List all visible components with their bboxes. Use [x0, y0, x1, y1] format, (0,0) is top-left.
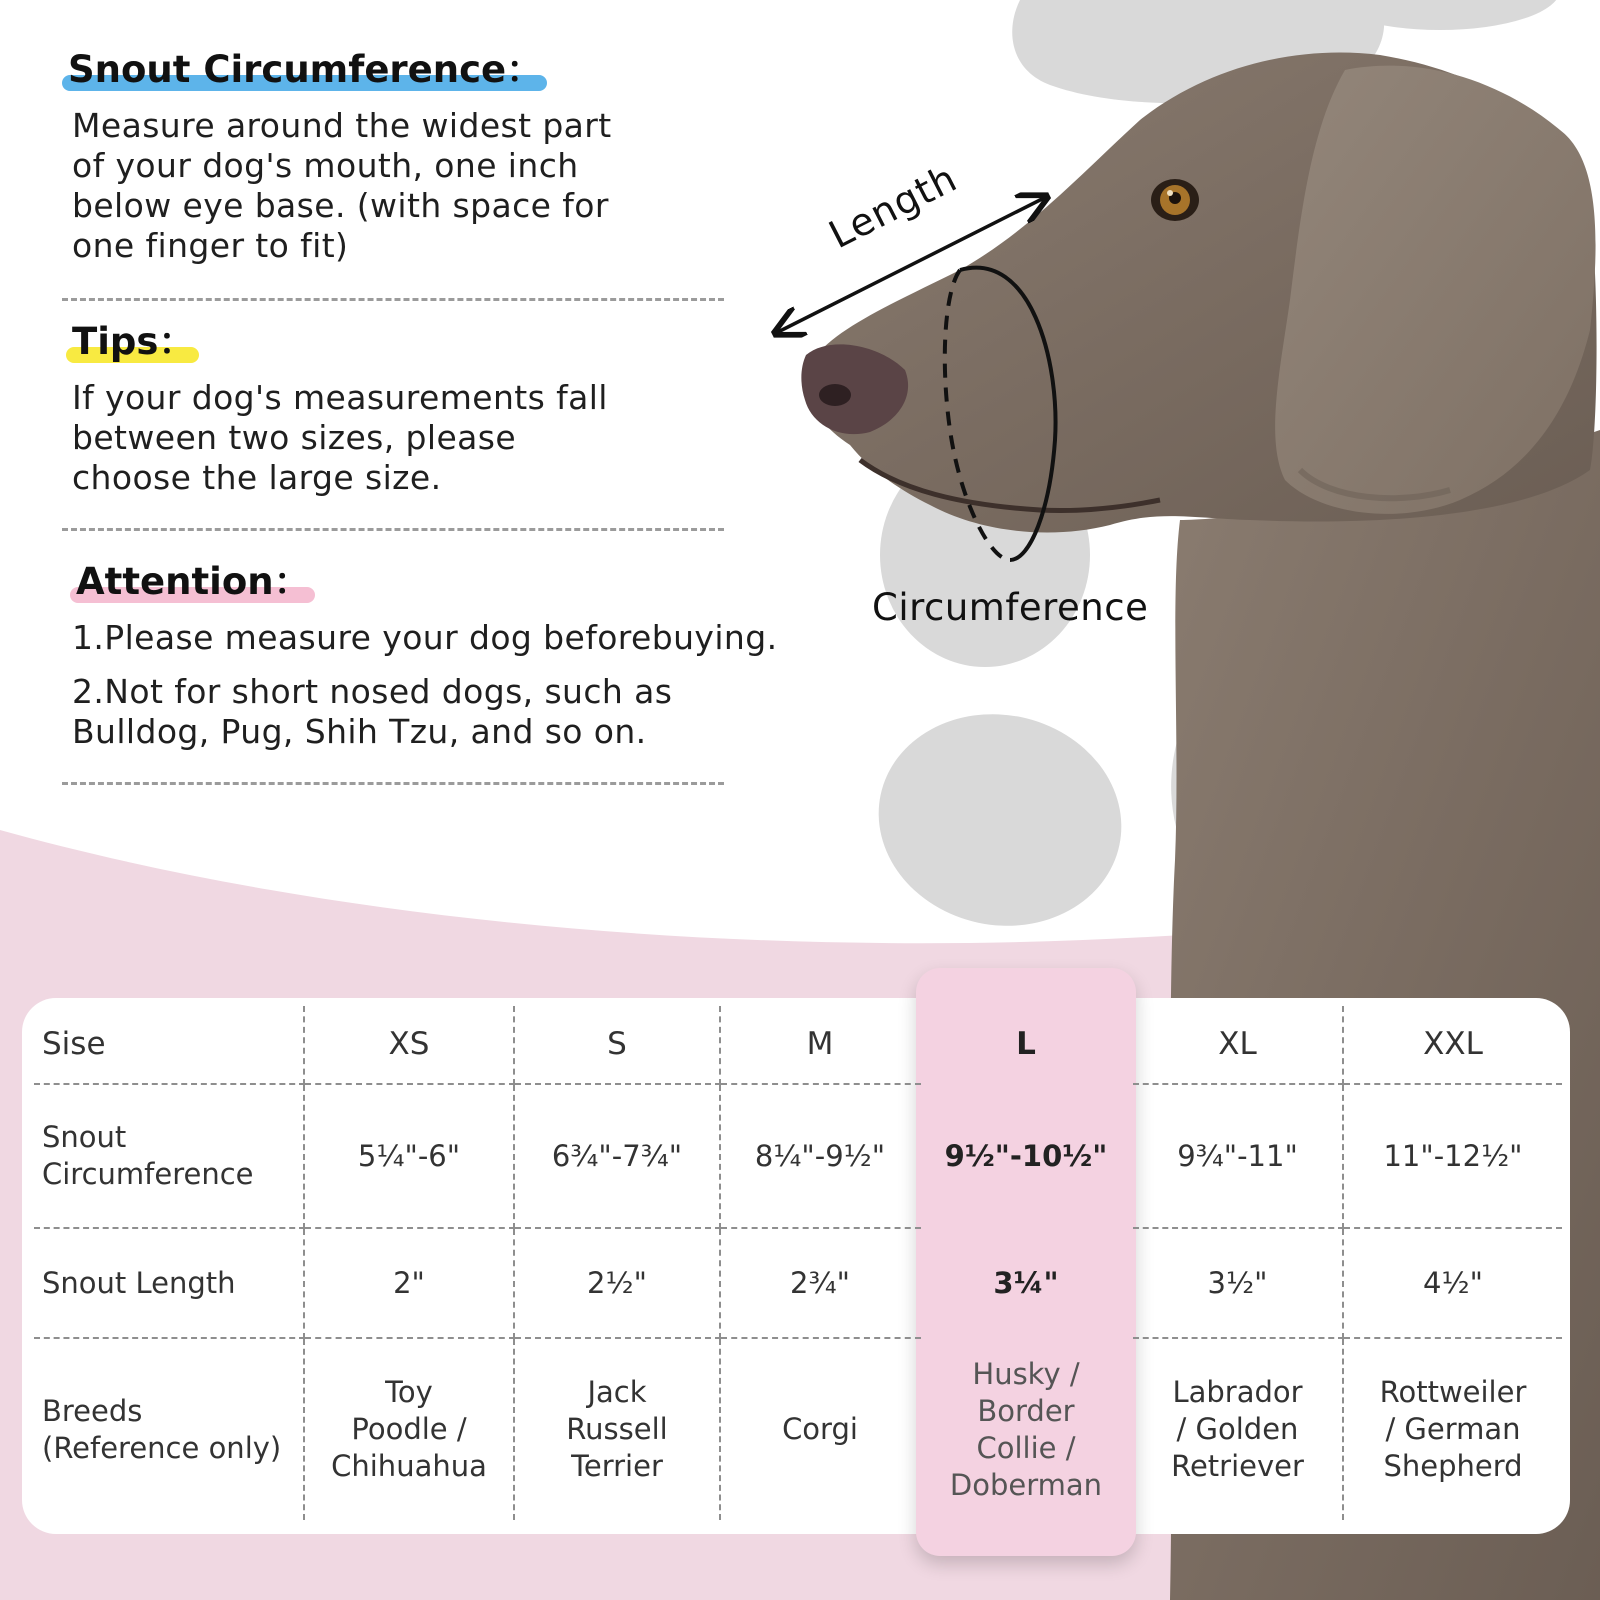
circumference-xs: 5¼"-6"	[304, 1084, 514, 1228]
snout-heading: Snout Circumference：	[68, 48, 543, 92]
row-label-circumference: Snout Circumference	[34, 1084, 304, 1228]
attention-item-2: 2.Not for short nosed dogs, such as Bulldog, Pug, Shih Tzu, and so on.	[72, 672, 673, 751]
length-xl: 3½"	[1132, 1228, 1343, 1338]
length-label: Length	[822, 155, 965, 258]
size-header-xxl: XXL	[1343, 1006, 1562, 1084]
table-row-size	[34, 1006, 1562, 1084]
table-row-breeds	[34, 1338, 1562, 1520]
circumference-xxl: 11"-12½"	[1343, 1084, 1562, 1228]
circumference-xl: 9¾"-11"	[1132, 1084, 1343, 1228]
attention-item-1: 1.Please measure your dog beforebuying.	[72, 618, 778, 657]
breeds-l: Husky / Border Collie / Doberman	[949, 1356, 1103, 1502]
circumference-m: 8¼"-9½"	[720, 1084, 920, 1228]
section-divider	[62, 298, 724, 301]
size-header-m: M	[720, 1006, 920, 1084]
tips-heading: Tips：	[72, 320, 195, 364]
tips-description: If your dog's measurements fall between two sizes, please choose the large size.	[72, 378, 608, 497]
breeds-m: Corgi	[782, 1412, 858, 1446]
row-label-size: Sise	[34, 1006, 304, 1084]
breeds-xs: Toy Poodle / Chihuahua	[304, 1338, 514, 1520]
circumference-l: 9½"-10½"	[944, 1138, 1108, 1173]
size-chart-table	[34, 1006, 1562, 1520]
section-divider	[62, 528, 724, 531]
length-s: 2½"	[514, 1228, 720, 1338]
size-header-xs: XS	[304, 1006, 514, 1084]
length-xs: 2"	[304, 1228, 514, 1338]
snout-description: Measure around the widest part of your dog's mouth, one inch below eye base. (with space for one finger to fit)	[72, 106, 612, 265]
row-label-breeds: Breeds (Reference only)	[34, 1338, 304, 1520]
length-m: 2¾"	[720, 1228, 920, 1338]
breeds-xl: Labrador / Golden Retriever	[1132, 1338, 1343, 1520]
length-xxl: 4½"	[1343, 1228, 1562, 1338]
size-header-s: S	[514, 1006, 720, 1084]
row-label-length: Snout Length	[34, 1228, 304, 1338]
size-header-xl: XL	[1132, 1006, 1343, 1084]
circumference-s: 6¾"-7¾"	[514, 1084, 720, 1228]
table-row-circumference	[34, 1084, 1562, 1228]
attention-heading: Attention：	[76, 560, 311, 604]
length-l: 3¼"	[993, 1265, 1059, 1300]
breeds-xxl: Rottweiler / German Shepherd	[1379, 1375, 1527, 1483]
table-row-length	[34, 1228, 1562, 1338]
section-divider	[62, 782, 724, 785]
size-header-l: L	[1016, 1026, 1036, 1062]
breeds-s: Jack Russell Terrier	[514, 1338, 720, 1520]
circumference-label: Circumference	[872, 586, 1149, 629]
